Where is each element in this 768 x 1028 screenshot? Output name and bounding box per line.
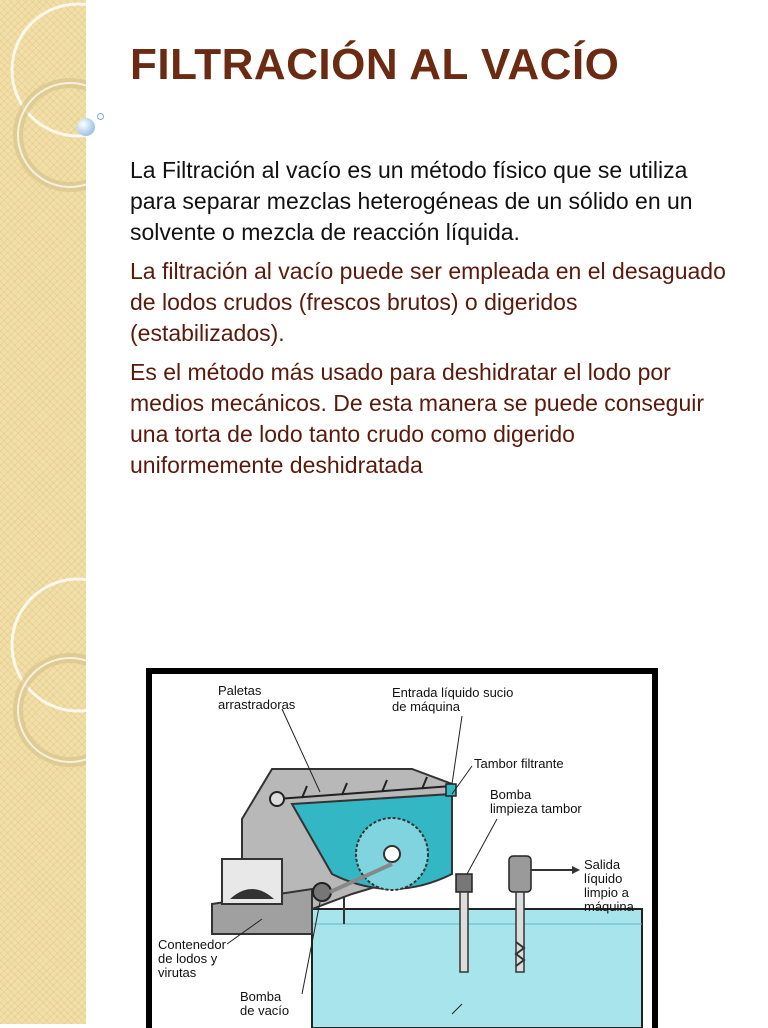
label-salida-line3: limpio a — [584, 885, 629, 900]
label-bomba-vacio-line1: Bomba — [240, 989, 282, 1004]
decorative-side-strip — [0, 0, 86, 1024]
decorative-rings — [0, 0, 86, 1024]
label-salida-line1: Salida — [584, 857, 621, 872]
label-contenedor-line2: de lodos y — [158, 951, 218, 966]
bubble-ornament-small — [97, 113, 104, 120]
label-contenedor-line3: virutas — [158, 965, 197, 980]
label-contenedor-line1: Contenedor — [158, 937, 226, 952]
label-bomba-limpieza-line2: limpieza tambor — [490, 801, 582, 816]
paragraph-method: Es el método más usado para deshidratar el lodo por medios mecánicos. De esta manera se puede conseguir una torta de lodo tanto crudo como digerido uniformemente deshidratada — [130, 359, 705, 478]
paragraph-application: La filtración al vacío puede ser empleada en el desaguado de lodos crudos (frescos brutos) o digeridos (estabilizados). — [130, 258, 726, 346]
bubble-ornament — [77, 118, 95, 136]
label-entrada — [392, 686, 513, 714]
label-paletas — [218, 684, 295, 712]
clean-liquid-tank — [312, 909, 642, 1028]
label-paletas-line2: arrastradoras — [218, 697, 296, 712]
slide-title: FILTRACIÓN AL VACÍO — [130, 40, 620, 89]
label-salida-line4: máquina — [584, 899, 634, 914]
label-bomba-vacio-line2: de vacío — [240, 1003, 290, 1018]
label-bomba-limpieza-line1: Bomba — [490, 787, 532, 802]
label-contenedor — [158, 938, 226, 980]
label-tambor — [474, 757, 564, 771]
vacuum-filter-diagram — [146, 668, 658, 1028]
label-entrada-line2: de máquina — [392, 699, 460, 714]
drum-cleaning-pump — [456, 874, 472, 892]
label-tambor-line1: Tambor filtrante — [474, 756, 564, 771]
label-paletas-line1: Paletas — [218, 683, 262, 698]
label-entrada-line1: Entrada líquido sucio — [392, 685, 514, 700]
clean-liquid-pump — [509, 856, 531, 892]
diagram-drawing — [152, 674, 652, 1028]
slide-body — [130, 155, 730, 489]
label-salida — [584, 858, 634, 914]
vacuum-pump — [313, 883, 331, 901]
paragraph-definition: La Filtración al vacío es un método físico que se utiliza para separar mezclas heterogéneas de un sólido en un solvente o mezcla de reacción líquida. — [130, 157, 693, 245]
label-bomba-limpieza — [490, 788, 582, 816]
label-salida-line2: líquido — [584, 871, 623, 886]
label-bomba-vacio — [240, 990, 289, 1018]
